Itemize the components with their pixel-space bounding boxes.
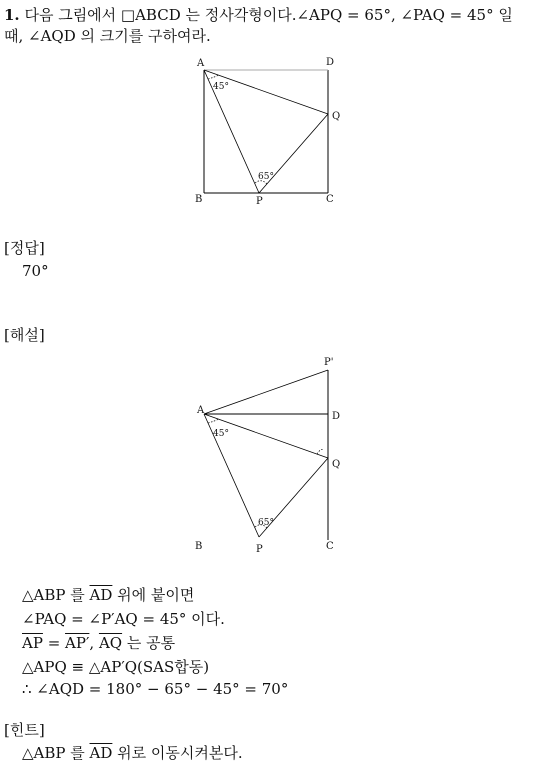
- solution-line-1-start: △ABP 를: [22, 586, 90, 604]
- label-p-prime: P': [324, 357, 334, 368]
- solution-line-2: ∠PAQ = ∠P′AQ = 45° 이다.: [22, 610, 225, 628]
- arc-paq: [208, 419, 219, 423]
- common-text: 는 공통: [122, 634, 176, 652]
- segment-ap-prime-notation: AP′: [65, 634, 90, 652]
- label-d: D: [332, 411, 341, 422]
- segment-ap-notation: $\overline{AP}$: [22, 634, 43, 652]
- hint-text-end: 위로 이동시켜본다.: [112, 744, 243, 762]
- segment-ap-prime: [204, 370, 328, 414]
- angle-paq-label: 45°: [213, 82, 229, 92]
- label-p: P: [256, 544, 263, 555]
- label-a: A: [197, 405, 205, 416]
- segment-aq-notation: $\overline{AQ}$: [98, 634, 123, 652]
- arc-q: [317, 450, 323, 455]
- segment-ad-notation: $\overline{AD}$: [89, 586, 113, 604]
- solution-line-1-end: 위에 붙이면: [112, 586, 195, 604]
- solution-heading: [해설]: [4, 326, 45, 344]
- angle-apq-label: 65°: [258, 172, 274, 182]
- label-q: Q: [332, 459, 341, 470]
- comma: ,: [89, 634, 99, 652]
- solution-line-1: [22, 584, 194, 605]
- label-c: C: [326, 541, 334, 552]
- angle-apq-label: 65°: [258, 518, 274, 528]
- label-a: A: [197, 58, 205, 69]
- label-b: B: [195, 541, 203, 552]
- label-p: P: [256, 196, 263, 207]
- figure-solution: [185, 350, 355, 565]
- hint-heading: [힌트]: [4, 721, 45, 739]
- equals: =: [42, 634, 66, 652]
- problem-line-1: [4, 4, 513, 25]
- label-d: D: [326, 57, 335, 68]
- angle-paq-label: 45°: [213, 429, 229, 439]
- solution-line-5: ∴ ∠AQD = 180° − 65° − 45° = 70°: [22, 680, 289, 698]
- label-q: Q: [332, 111, 341, 122]
- hint-text-start: △ABP 를: [22, 744, 90, 762]
- answer-heading: [정답]: [4, 239, 45, 257]
- hint-text: [22, 742, 243, 763]
- segment-ad-notation: $\overline{AD}$: [89, 744, 113, 762]
- label-c: C: [326, 194, 334, 205]
- segment-aq: [204, 70, 328, 114]
- problem-line-2: 때, ∠AQD 의 크기를 구하여라.: [4, 27, 211, 45]
- solution-line-4: △APQ ≡ △AP′Q(SAS합동): [22, 658, 210, 676]
- problem-text-1: 다음 그림에서 □ABCD 는 정사각형이다.∠APQ = 65°, ∠PAQ = 45° 일: [24, 6, 513, 24]
- answer-value: 70°: [22, 262, 49, 280]
- solution-line-3: [22, 632, 175, 653]
- figure-square: [185, 52, 355, 212]
- arc-paq: [208, 75, 219, 79]
- problem-number: 1.: [4, 6, 20, 24]
- label-b: B: [195, 194, 203, 205]
